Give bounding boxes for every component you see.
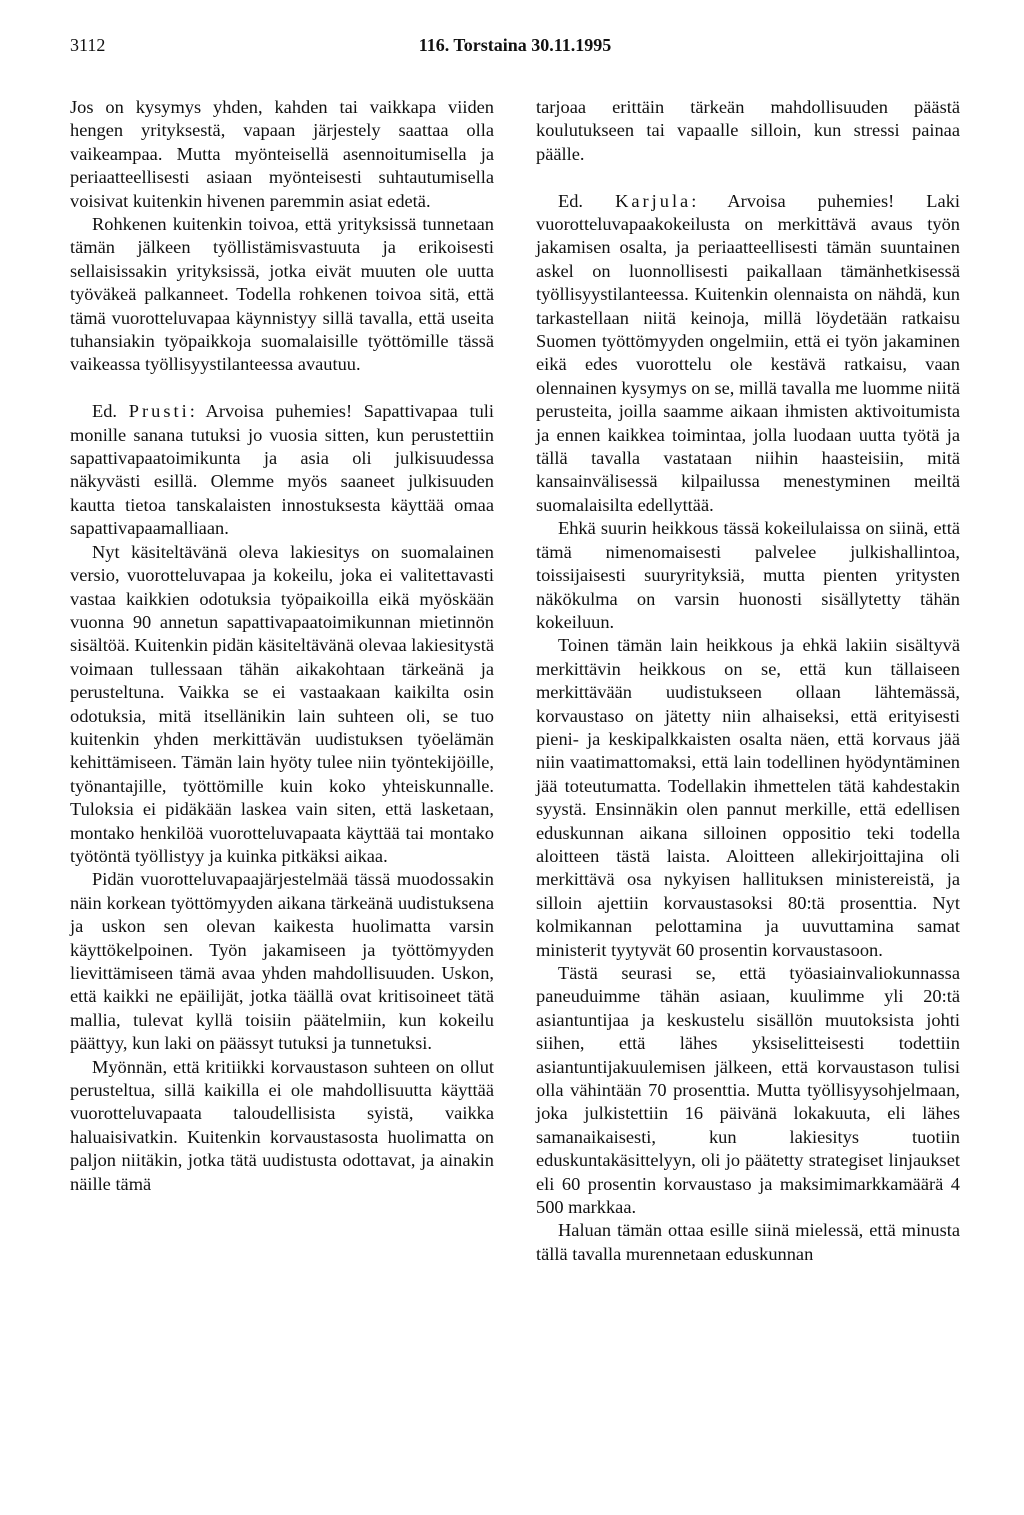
paragraph: Rohkenen kuitenkin toivoa, että yrityksissä tunnetaan tämän jälkeen työllistämisvastuuta ja erikoisesti sellaisissakin yrityksissä, jotka eivät muuten ole uutta työväkeä palkanneet. Todella rohkenen toivoa sitä, että tämä vuorotteluvapaa käynnistyy sillä tavalla, että useita tuhansiakin työpaikkoja suomalaisille työttömille tässä vaikeassa työllisyystilanteessa avautuu. bbox=[70, 214, 494, 375]
speaker-prefix: Ed. bbox=[92, 401, 118, 422]
paragraph: Pidän vuorotteluvapaajärjestelmää tässä muodossakin näin korkean työttömyyden aikana tärkeänä uudistuksena ja uskon sen olevan kaikesta huolimatta varsin käyttökelpoinen. Työn jakamiseen ja työttömyyden lievittämiseen tämä avaa yhden mahdollisuuden. Uskon, että kaikki ne epäilijät, jotka täällä ovat kritisoineet tätä mallia, tulevat kyllä toisiin päätelmiin, kun kokeilu päättyy, kun laki on päässyt tutuksi ja tunnetuksi. bbox=[70, 869, 494, 1054]
page-header bbox=[70, 30, 960, 60]
speech-text: Arvoisa puhemies! Laki vuorotteluvapaakokeilusta on merkittävä avaus työn jakamisen osalta, ja periaatteellisesti tämän suuntainen askel on luonnollisesti paikallaan tämänhetkisessä työllisyystilanteessa. Kuitenkin olennaista on nähdä, kun tarkastellaan niitä keinoja, millä löydetään ratkaisu Suomen työttömyyden ongelmiin, että ei työn jakaminen eikä edes vuorottelu ole kestävä ratkaisu, vaan olennainen kysymys on se, millä tavalla me luomme niitä perusteita, joilla saamme aikaan ihmisten aktivoitumista ja ennen kaikkea toimintaa, jolla luodaan uutta työtä ja tällä tavalla vastataan niihin haasteisiin, mitä kansainvälisessä kilpailussa menestyminen meiltä suomalaisilta edellyttää. bbox=[536, 190, 960, 515]
speaker-prefix: Ed. bbox=[558, 190, 584, 211]
paragraph: Jos on kysymys yhden, kahden tai vaikkapa viiden hengen yrityksestä, vapaan järjestely saattaa olla vaikeampaa. Mutta myönteisellä asennoitumisella ja periaatteellisesti asiaan myönteisesti suhtautumisella voisivat kuitenkin hivenen paremmin asiat edetä. bbox=[70, 97, 494, 211]
running-head: 116. Torstaina 30.11.1995 bbox=[418, 35, 612, 55]
speech-text: Arvoisa puhemies! Sapattivapaa tuli monille sanana tutuksi jo vuosia sitten, kun perustettiin sapattivapaatoimikunta ja asia oli julkisuudessa näkyvästi esillä. Olemme myös saaneet julkisuuden kautta tietoa tanskalaisten innostuksesta käyttää omaa sapattivapaamalliaan. bbox=[70, 401, 495, 539]
speaker-colon: : bbox=[189, 401, 195, 422]
paragraph: Nyt käsiteltävänä oleva lakiesitys on suomalainen versio, vuorotteluvapaa ja kokeilu, joka ei valitettavasti vastaa kaikkien odotuksia työpaikoilla eikä myöskään vuonna 90 annetun sapattivapaatoimikunnan mietinnön sisältöä. Kuitenkin pidän käsiteltävänä olevaa lakiesitystä voimaan tullessaan tähän aikakohtaan tärkeänä ja perusteltuna. Vaikka se ei vastaakaan kaikilta osin odotuksia, mitä itsellänikin lain suhteen oli, se tuo kuitenkin yhden merkittävän uudistuksen työelämän kehittämiseen. Tämän lain hyöty tulee niin työntekijöille, työnantajille, työttömille kuin koko yhteiskunnalle. Tuloksia ei pidäkään laskea vain siten, että lasketaan, montako henkilöä vuorotteluvapaata käyttää tai montako työtöntä työllistyy ja kuinka pitkäksi aikaa. bbox=[70, 541, 494, 866]
paragraph: Myönnän, että kritiikki korvaustason suhteen on ollut perusteltua, sillä kaikilla ei ole mahdollisuutta käyttää vuorotteluvapaata taloudellisista syistä, vaikka haluaisivatkin. Kuitenkin korvaustasosta huolimatta on paljon niitäkin, jotka tätä uudistusta odottavat, ja ainakin näille tämä bbox=[70, 1056, 494, 1194]
speaker-paragraph bbox=[70, 400, 494, 540]
paragraph: Toinen tämän lain heikkous ja ehkä lakiin sisältyvä merkittävin heikkous on se, että kun tällaiseen merkittävään uudistukseen ollaan lähtemässä, korvaustaso on jätetty niin alhaiseksi, että erityisesti pieni- ja keskipalkkaisten osalta näen, että korvaus jää niin vaatimattomaksi, että lain todellinen hyödyntäminen jää toteutumatta. Todellakin ihmettelen tätä kahdestakin syystä. Ensinnäkin olen pannut merkille, että edellisen eduskunnan aikana silloinen oppositio teki todella aloitteen tästä laista. Aloitteen allekirjoittajina oli merkittävä osa nykyisen hallituksen ministereistä, ja silloin ajettiin korvaustasoksi 80:tä prosenttia. Nyt kolmikannan pelottamina ja uuvuttamina samat ministerit tyytyvät 60 prosentin korvaustasoon. bbox=[536, 635, 960, 960]
speaker-colon: : bbox=[691, 190, 697, 211]
left-column bbox=[70, 96, 494, 1196]
page-number: 3112 bbox=[70, 35, 106, 55]
speaker-name: Prusti bbox=[128, 401, 190, 422]
paragraph: Tästä seurasi se, että työasiainvaliokunnassa paneuduimme tähän asiaan, kuulimme yli 20:tä asiantuntijaa ja keskustelu sisällön muutoksista johti siihen, että lähes yksiselitteisesti todettiin asiantuntijakuulemisen jälkeen, että korvaustason tulisi olla vähintään 70 prosenttia. Mutta työllisyysohjelmaan, joka julkistettiin 16 päivänä lokakuuta, eli lähes samanaikaisesti, kun lakiesitys tuotiin eduskuntakäsittelyyn, oli jo päätetty strategiset linjaukset eli 60 prosentin korvaustaso ja maksimimarkkamäärä 4 500 markkaa. bbox=[536, 963, 960, 1218]
paragraph: tarjoaa erittäin tärkeän mahdollisuuden päästä koulutukseen tai vapaalle silloin, kun stressi painaa päälle. bbox=[536, 97, 960, 164]
speaker-paragraph bbox=[536, 190, 960, 518]
speaker-name: Karjula bbox=[615, 190, 692, 211]
paragraph: Ehkä suurin heikkous tässä kokeilulaissa on siinä, että tämä nimenomaisesti palvelee julkishallintoa, toissijaisesti suuryrityksiä, mutta pienten yritysten näkökulma on varsin huonosti sisällytetty tähän kokeiluun. bbox=[536, 518, 960, 632]
right-column bbox=[536, 96, 960, 1266]
paragraph: Haluan tämän ottaa esille siinä mielessä, että minusta tällä tavalla murennetaan eduskunnan bbox=[536, 1220, 960, 1264]
